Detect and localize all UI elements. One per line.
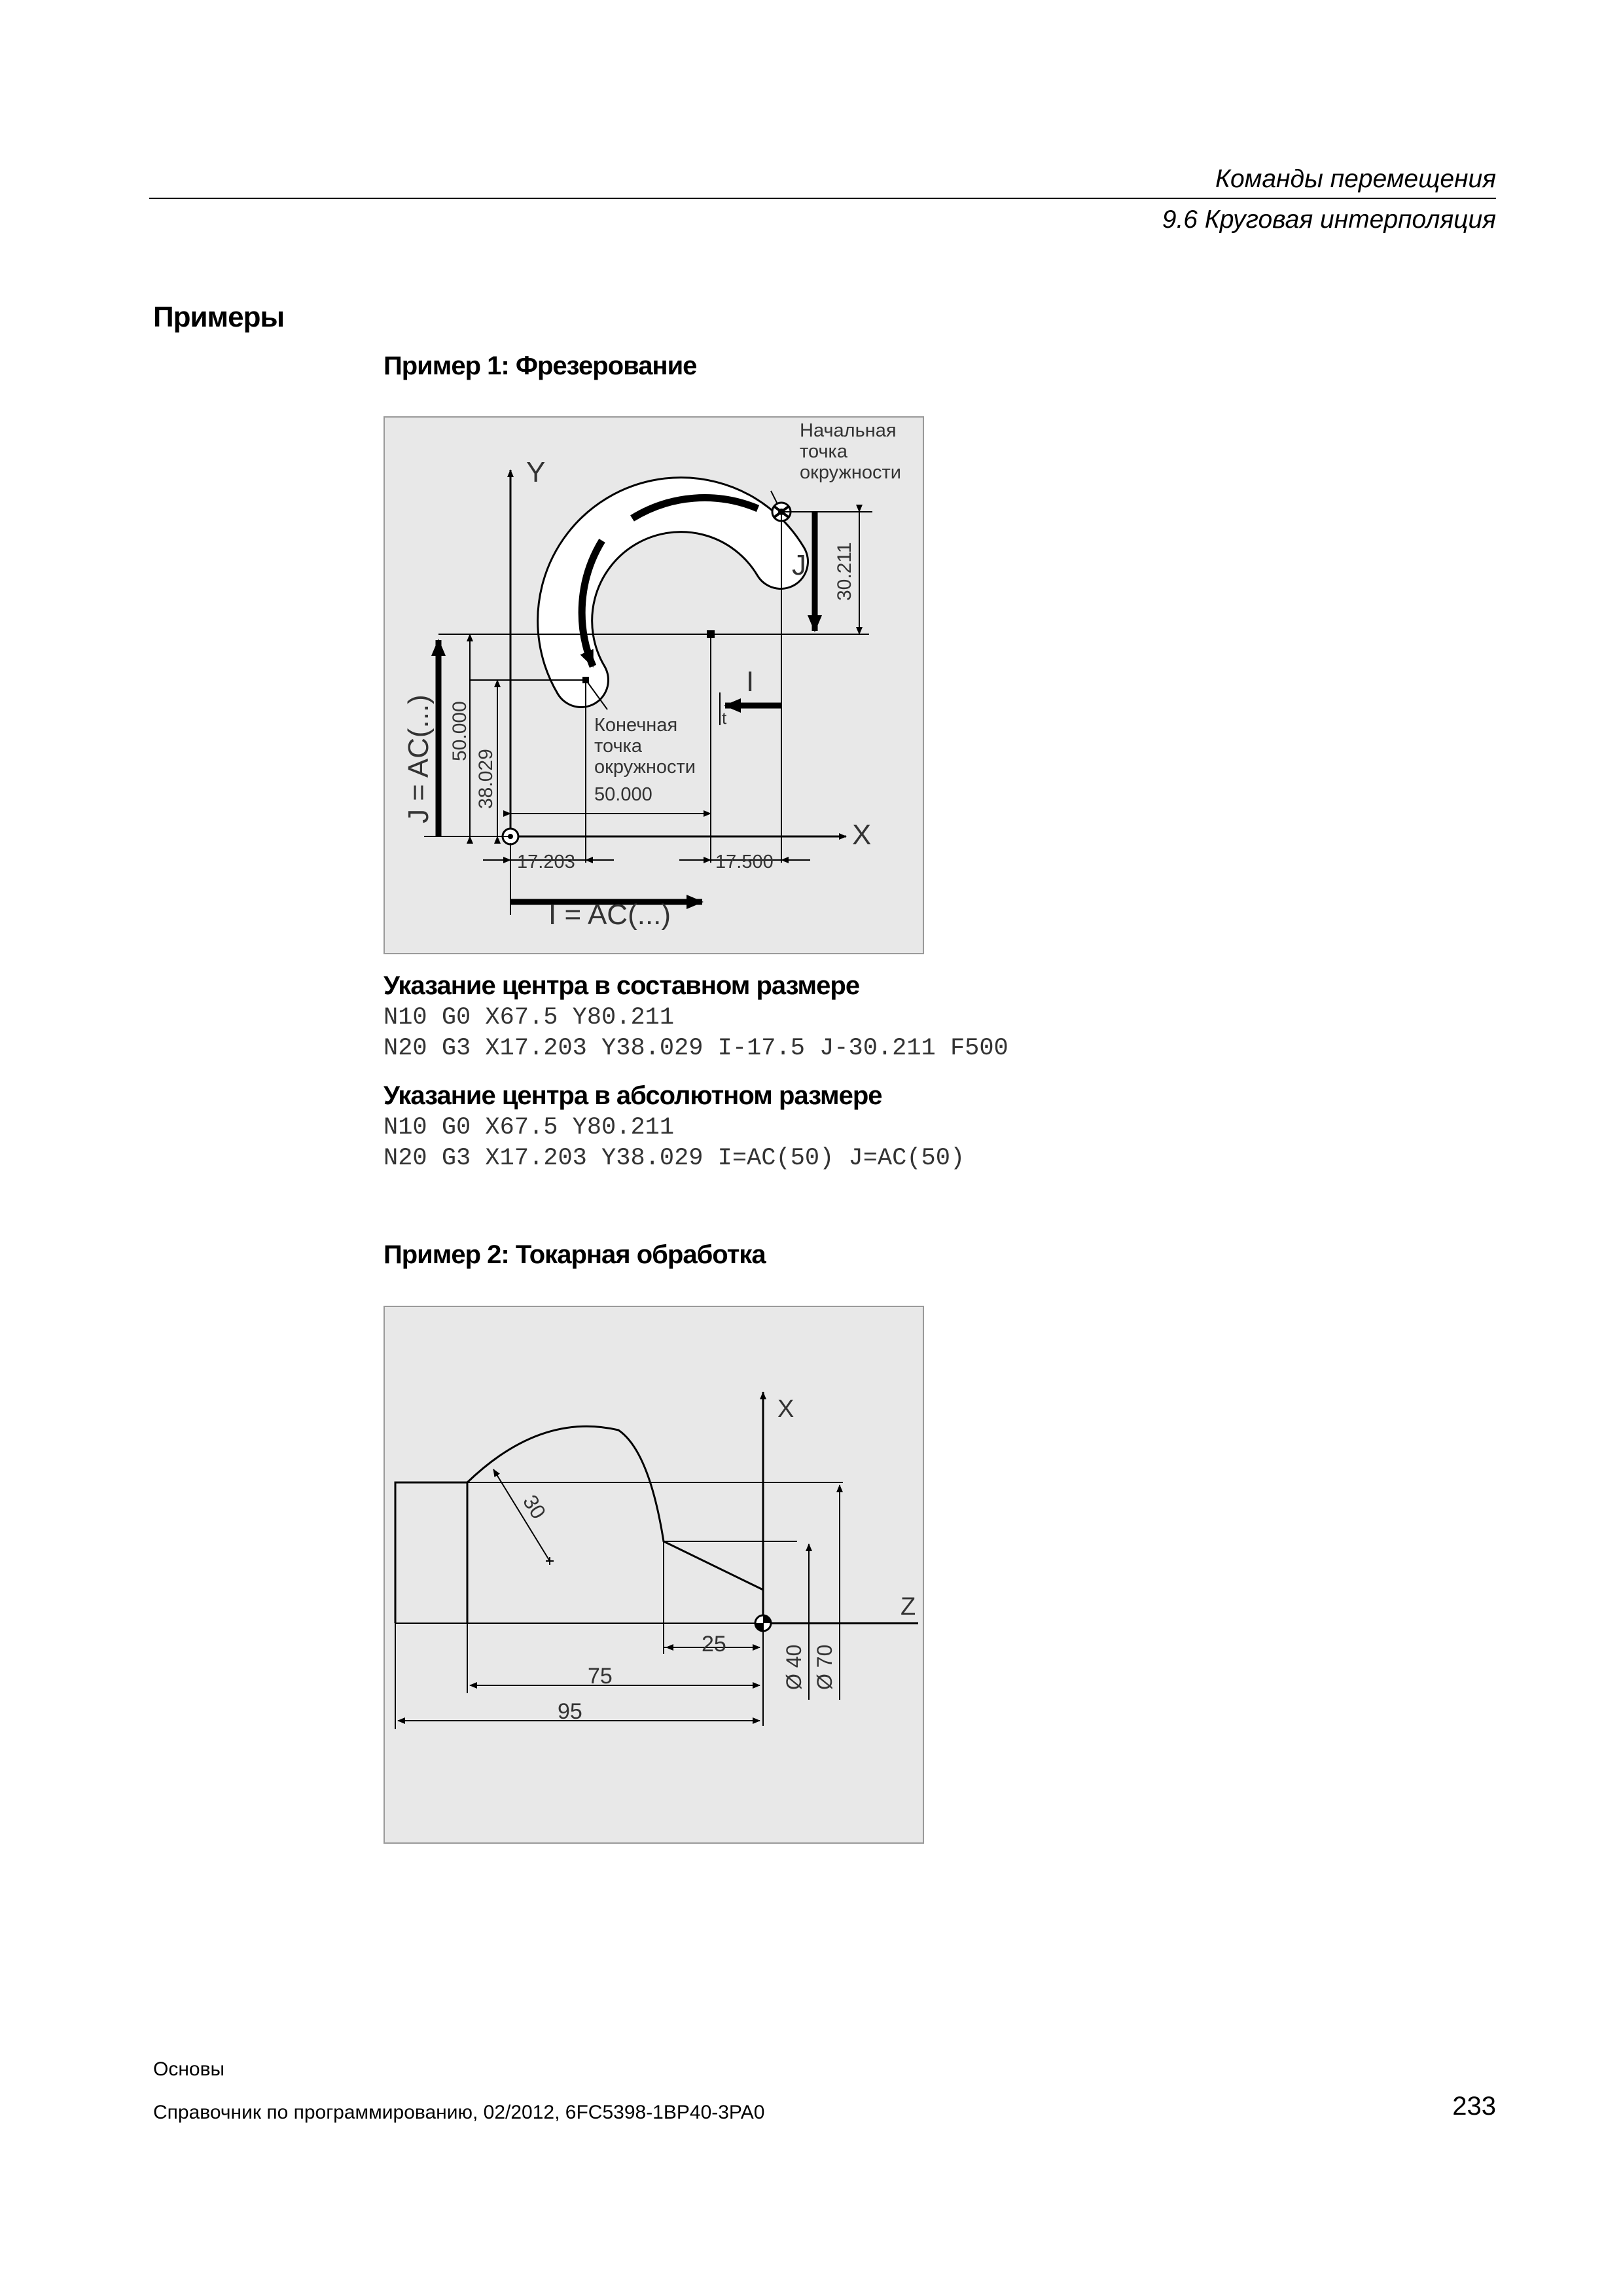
incremental-line-2: N20 G3 X17.203 Y38.029 I-17.5 J-30.211 F500 <box>383 1035 1008 1062</box>
t-label: t <box>722 708 727 728</box>
dim-38029: 38.029 <box>475 749 497 809</box>
milling-diagram <box>385 418 923 953</box>
dim-25: 25 <box>702 1632 726 1657</box>
incremental-line-1: N10 G0 X67.5 Y80.211 <box>383 1004 675 1031</box>
axis-x-label: X <box>852 819 872 851</box>
dim-17500: 17.500 <box>715 852 774 872</box>
example1-title: Пример 1: Фрезерование <box>383 351 697 380</box>
start-label-1: Начальная <box>800 420 897 441</box>
page-number: 233 <box>1452 2092 1496 2121</box>
i-ac-label: I = AC(...) <box>548 899 671 931</box>
part-outline <box>395 1426 763 1623</box>
dim-17203: 17.203 <box>517 852 575 872</box>
header-section: 9.6 Круговая интерполяция <box>1162 206 1496 234</box>
end-label-1: Конечная <box>594 715 678 736</box>
dim-75: 75 <box>588 1664 613 1689</box>
axis-x-label: X <box>777 1395 794 1423</box>
start-leader <box>771 491 777 504</box>
absolute-title: Указание центра в абсолютном размере <box>383 1081 882 1110</box>
end-label-3: окружности <box>594 757 696 778</box>
milling-figure <box>383 416 924 954</box>
axis-z-label: Z <box>901 1593 916 1621</box>
j-label: J <box>792 549 806 581</box>
header-chapter: Команды перемещения <box>1215 165 1496 193</box>
dim-95: 95 <box>558 1699 582 1724</box>
dim-50000-v: 50.000 <box>449 701 471 761</box>
i-label: I <box>746 666 755 698</box>
turning-figure <box>383 1306 924 1844</box>
footer-line-2: Справочник по программированию, 02/2012, 6FC5398-1BP40-3PA0 <box>153 2102 765 2123</box>
dim-d40: Ø 40 <box>782 1644 806 1690</box>
turning-diagram <box>385 1307 923 1842</box>
end-label-2: точка <box>594 736 643 757</box>
example2-title: Пример 2: Токарная обработка <box>383 1240 766 1269</box>
absolute-line-2: N20 G3 X17.203 Y38.029 I=AC(50) J=AC(50) <box>383 1145 965 1172</box>
start-label-2: точка <box>800 441 848 462</box>
incremental-title: Указание центра в составном размере <box>383 971 860 1000</box>
start-label-3: окружности <box>800 462 901 483</box>
j-ac-label: J = AC(...) <box>402 694 435 823</box>
dim-d70: Ø 70 <box>813 1644 836 1690</box>
dim-30: 30 <box>518 1490 551 1523</box>
footer-line-1: Основы <box>153 2058 225 2080</box>
axis-y-label: Y <box>526 456 546 488</box>
page-heading: Примеры <box>153 301 285 333</box>
absolute-line-1: N10 G0 X67.5 Y80.211 <box>383 1114 675 1141</box>
header-rule <box>149 198 1496 199</box>
dim-50000-h: 50.000 <box>594 784 652 805</box>
dim-30211: 30.211 <box>834 542 855 601</box>
